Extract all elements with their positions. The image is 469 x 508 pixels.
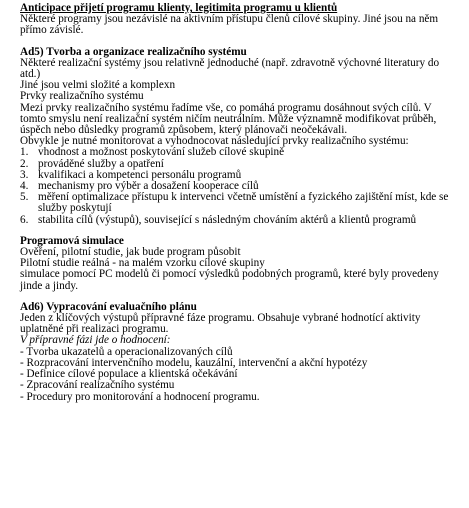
list-item-text: kvalifikaci a kompetenci personálu programů	[38, 168, 242, 181]
section-heading-ad5: Ad5) Tvorba a organizace realizačního systému	[20, 45, 247, 58]
list-item-text: stabilita cílů (výstupů), související s následným chováním aktérů a klientů programů	[38, 213, 417, 226]
numbered-list	[20, 147, 460, 225]
bullet-item: - Definice cílové populace a klientská očekávání	[20, 368, 238, 381]
bullet-item: - Zpracování realizačního systému	[20, 379, 175, 392]
list-item	[20, 147, 460, 158]
paragraph-elements: Prvky realizačního systému	[20, 90, 144, 103]
bullet-item: - Tvorba ukazatelů a operacionalizovaných cílů	[20, 345, 233, 358]
list-item	[20, 192, 460, 214]
document-page	[20, 3, 460, 403]
simulation-line-3: simulace pomocí PC modelů či pomocí výsledků podobných programů, které byly provedeny jinde a jindy.	[20, 268, 439, 292]
list-item-text: měření optimalizace přístupu k intervenci včetně umístění a fyzického zajištění míst, kde se služby poskytují	[38, 191, 449, 215]
paragraph-body: Mezi prvky realizačního systému řadíme vše, co pomáhá programu dosáhnout svých cílů. V tomto smyslu není realizační systém ničím neutrálním. Může významně modifikovat průběh, úspěch nebo důsledky programů způsobem, který plánovači neočekávali.	[20, 101, 437, 137]
evaluation-subheading: V přípravné fázi jde o hodnocení:	[20, 334, 171, 347]
list-item	[20, 215, 460, 226]
paragraph-intro: Některé realizační systémy jsou relativně jednoduché (např. zdravotně výchovné literatury do atd.)	[20, 56, 440, 81]
section-heading-simulation: Programová simulace	[20, 234, 124, 247]
list-item-number: 5.	[20, 191, 29, 204]
section-heading-ad6: Ad6) Vypracování evaluačního plánu	[20, 300, 197, 313]
list-item-number: 1.	[20, 146, 29, 159]
section-text-acceptance: Některé programy jsou nezávislé na aktivním přístupu členů cílové skupiny. Jiné jsou na něm přímo závislé.	[20, 13, 439, 37]
evaluation-plan-text: Jeden z klíčových výstupů přípravné fáze programu. Obsahuje vybrané hodnotící aktivity uplatněné při realizaci programu.	[20, 312, 421, 336]
list-item-text: prováděné služby a opatření	[38, 157, 164, 170]
list-item-number: 3.	[20, 168, 29, 181]
simulation-line-1: Ověření, pilotní studie, jak bude program působit	[20, 246, 241, 259]
paragraph-complex: Jiné jsou velmi složité a komplexn	[20, 79, 176, 92]
list-item-number: 4.	[20, 180, 29, 193]
bullet-item: - Rozpracování intervenčního modelu, kauzální, intervenční a akční hypotézy	[20, 356, 368, 369]
simulation-line-2: Pilotní studie reálná - na malém vzorku cílové skupiny	[20, 257, 265, 270]
list-item-number: 6.	[20, 213, 29, 226]
paragraph-monitor: Obvykle je nutné monitorovat a vyhodnocovat následující prvky realizačního systému:	[20, 135, 409, 148]
list-item-text: mechanismy pro výběr a dosažení kooperace cílů	[38, 180, 259, 193]
bullet-item: - Procedury pro monitorování a hodnocení programu.	[20, 390, 260, 403]
list-item-text: vhodnost a možnost poskytování služeb cílové skupině	[38, 146, 285, 159]
list-item-number: 2.	[20, 157, 29, 170]
section-heading-acceptance: Anticipace přijetí programu klienty, legitimita programu u klientů	[20, 2, 338, 14]
bullet-list	[20, 347, 460, 403]
